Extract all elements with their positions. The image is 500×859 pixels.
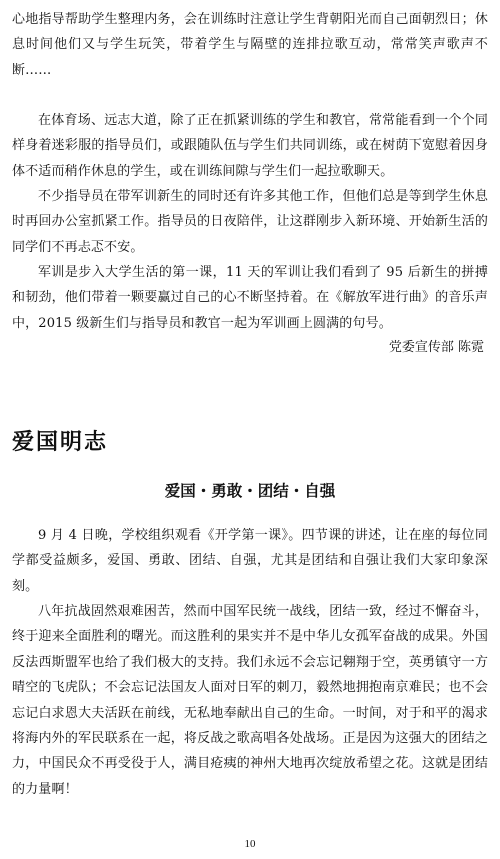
- page-number: 10: [244, 838, 256, 850]
- paragraph-unity-power: 八年抗战固然艰难困苦，然而中国军民统一战线，团结一致，经过不懈奋斗，终于迎来全面胜利的曙光。而这胜利的果实并不是中华儿女孤军奋战的成果。外国反法西斯盟军也给了我们极大的支持。我们永远不会忘记翱翔于空，英勇镇守一方晴空的飞虎队；不会忘记法国友人面对日军的刺刀，毅然地拥抱南京难民；也不会忘记白求恩大夫活跃在前线，无私地奉献出自己的生命。一时间，对于和平的渴求将海内外的军民联系在一起，将反战之歌高唱各处战场。正是因为这强大的团结之力，中国民众不再受役于人，满目疮痍的神州大地再次绽放希望之花。这就是团结的力量啊！: [12, 604, 488, 797]
- paragraph-dormitory-guidance: 心地指导帮助学生整理内务，会在训练时注意让学生背朝阳光而自己面朝烈日；休息时间他们又与学生玩笑，带着学生与隔壁的连排拉歌互动，常常笑声歌声不断……: [12, 12, 488, 78]
- paragraph-counselors-on-field: 在体育场、远志大道，除了正在抓紧训练的学生和教官，常常能看到一个个同样身着迷彩服的指导员们，或跟随队伍与学生们共同训练，或在树荫下宽慰着因身体不适而稍作休息的学生，或在训练间隙与学生们一起拉歌聊天。: [12, 113, 488, 179]
- article-signature: 党委宣传部 陈霓: [388, 340, 484, 355]
- paragraph-counselors-extra-work: 不少指导员在带军训新生的同时还有许多其他工作，但他们总是等到学生休息时再回办公室抓紧工作。指导员的日夜陪伴，让这群刚步入新环境、开始新生活的同学们不再忐忑不安。: [12, 189, 488, 255]
- section-heading: 爱国明志: [12, 430, 109, 455]
- paragraph-first-lesson: 9 月 4 日晚，学校组织观看《开学第一课》。四节课的讲述，让在座的每位同学都受益颇多，爱国、勇敢、团结、自强，尤其是团结和自强让我们大家印象深刻。: [12, 528, 488, 594]
- paragraph-military-training-summary: 军训是步入大学生活的第一课，11 天的军训让我们看到了 95 后新生的拼搏和韧劲，他们带着一颗要赢过自己的心不断坚持着。在《解放军进行曲》的音乐声中，2015 级新生们与指导员和教官一起为军训画上圆满的句号。: [12, 265, 488, 331]
- article-title: 爱国・勇敢・团结・自强: [164, 482, 336, 500]
